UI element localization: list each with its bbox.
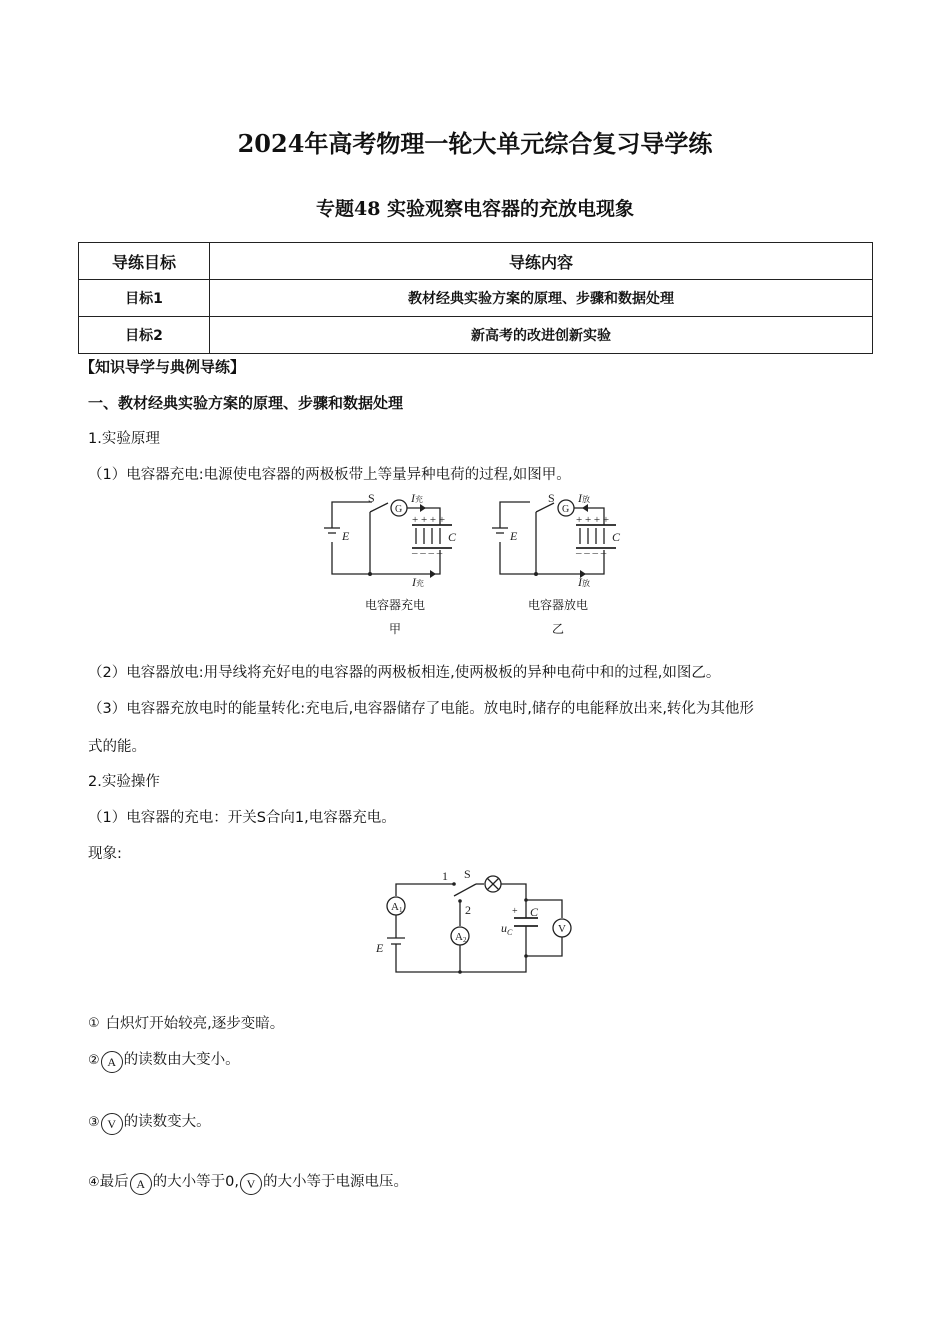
- observation-1-number: ①: [88, 1016, 100, 1031]
- fig2-switch-pos-2: 2: [465, 903, 471, 917]
- fig1-right-current-bottom-sub: 放: [582, 579, 590, 588]
- fig1-left-minus-signs: ‒ ‒ ‒ ‒: [412, 547, 443, 559]
- fig1-right-current-top: I放: [578, 491, 590, 505]
- goal-table-header: [79, 243, 873, 280]
- operation-heading: 2.实验操作: [88, 774, 160, 790]
- fig1-left-current-bottom: I充: [412, 575, 424, 589]
- fig1-left-current-top-sub: 充: [415, 495, 423, 504]
- phenomenon-label: 现象:: [88, 846, 122, 862]
- fig2-emf-label: E: [376, 941, 384, 955]
- voltmeter-icon: V: [101, 1113, 123, 1135]
- fig2-ammeter1-label: [391, 901, 403, 914]
- principle-heading: 1.实验原理: [88, 431, 160, 447]
- fig1-left-current-bottom-sub: 充: [416, 579, 424, 588]
- fig2-uc-sub: C: [507, 928, 513, 937]
- fig2-capacitor-label: C: [530, 905, 539, 919]
- fig1-left-capacitor-label: C: [448, 530, 457, 544]
- fig1-right-current-top-sub: 放: [582, 495, 590, 504]
- observation-1: [88, 1012, 284, 1033]
- observation-3: [88, 1110, 211, 1135]
- observation-1-text: 白炽灯开始较亮,逐步变暗。: [105, 1016, 285, 1032]
- fig2-ammeter2-sub: 2: [462, 936, 467, 944]
- figure-charge-discharge: [320, 490, 640, 640]
- fig2-ammeter2-symbol: A: [455, 931, 463, 943]
- operation-item-1: （1）电容器的充电：开关S合向1,电容器充电。: [88, 810, 396, 826]
- sub-title: 专题48 实验观察电容器的充放电现象: [315, 198, 635, 220]
- fig1-left-caption: 电容器充电: [364, 598, 425, 612]
- ammeter-icon: A: [101, 1051, 123, 1073]
- principle-item-1: （1）电容器充电:电源使电容器的两极板带上等量异种电荷的过程,如图甲。: [88, 467, 571, 483]
- fig2-switch-pos-1: 1: [442, 869, 448, 883]
- goal-content-cell: 教材经典实验方案的原理、步骤和数据处理: [210, 280, 873, 317]
- observation-4-post: 的大小等于电源电压。: [263, 1174, 408, 1190]
- fig1-left-emf-label: E: [342, 529, 350, 543]
- main-title: 2024年高考物理一轮大单元综合复习导学练: [237, 129, 713, 158]
- principle-item-3-line-1: （3）电容器充放电时的能量转化:充电后,电容器储存了电能。放电时,储存的电能释放出来,转化为其他形: [88, 701, 754, 717]
- fig1-right-emf-label: E: [510, 529, 518, 543]
- fig2-ammeter1-sub: 1: [398, 906, 403, 914]
- fig1-right-caption: 电容器放电: [527, 598, 588, 612]
- observation-3-number: ③: [88, 1115, 100, 1130]
- fig2-ammeter2-label: [455, 931, 467, 944]
- figure-charging-circuit: [360, 866, 590, 978]
- fig2-ammeter1-symbol: A: [391, 901, 399, 913]
- table-row: [79, 280, 873, 317]
- fig1-right-plus-signs: + + + +: [576, 514, 610, 526]
- observation-4-number: ④: [88, 1175, 100, 1190]
- fig2-uc-label: [501, 921, 513, 937]
- observation-2-text: 的读数由大变小。: [123, 1052, 240, 1068]
- observation-4: [88, 1170, 408, 1195]
- table-row: [79, 317, 873, 354]
- fig1-right-switch-label: S: [548, 491, 555, 505]
- goal-table-header-cell: 导练目标: [79, 243, 210, 280]
- fig1-left-plus-signs: + + + +: [412, 514, 446, 526]
- observation-3-text: 的读数变大。: [123, 1114, 211, 1130]
- fig2-plus-label: +: [512, 906, 518, 917]
- part1-heading: 一、教材经典实验方案的原理、步骤和数据处理: [88, 394, 404, 412]
- goal-id-cell: 目标2: [79, 317, 210, 354]
- observation-4-pre: 最后: [99, 1174, 129, 1190]
- observation-2-number: ②: [88, 1053, 100, 1068]
- fig1-left-galvanometer-label: G: [395, 504, 403, 515]
- fig1-right-minus-signs: ‒ ‒ ‒ ‒: [576, 547, 607, 559]
- ammeter-icon: A: [130, 1173, 152, 1195]
- fig2-switch-label: S: [464, 867, 471, 881]
- principle-item-2: （2）电容器放电:用导线将充好电的电容器的两极板相连,使两极板的异种电荷中和的过程,如图乙。: [88, 665, 721, 681]
- goal-id-cell: 目标1: [79, 280, 210, 317]
- fig1-right-galvanometer-label: G: [562, 504, 570, 515]
- fig2-uc-symbol: u: [501, 921, 507, 935]
- fig2-voltmeter-label: V: [558, 923, 566, 935]
- goal-content-cell: 新高考的改进创新实验: [210, 317, 873, 354]
- fig1-right-label: 乙: [551, 622, 564, 636]
- goal-table: [78, 242, 873, 354]
- fig1-left-switch-label: S: [368, 491, 375, 505]
- fig1-right-capacitor-label: C: [612, 530, 621, 544]
- principle-item-3-line-2: 式的能。: [88, 739, 146, 755]
- goal-table-header-cell: 导练内容: [210, 243, 873, 280]
- voltmeter-icon: V: [240, 1173, 262, 1195]
- section-heading: 【知识导学与典例导练】: [80, 358, 246, 376]
- fig1-left-label: 甲: [388, 622, 401, 636]
- observation-4-mid: 的大小等于0,: [152, 1174, 239, 1190]
- fig1-right-current-bottom: I放: [578, 575, 590, 589]
- observation-2: [88, 1048, 240, 1073]
- fig1-left-current-top: I充: [411, 491, 423, 505]
